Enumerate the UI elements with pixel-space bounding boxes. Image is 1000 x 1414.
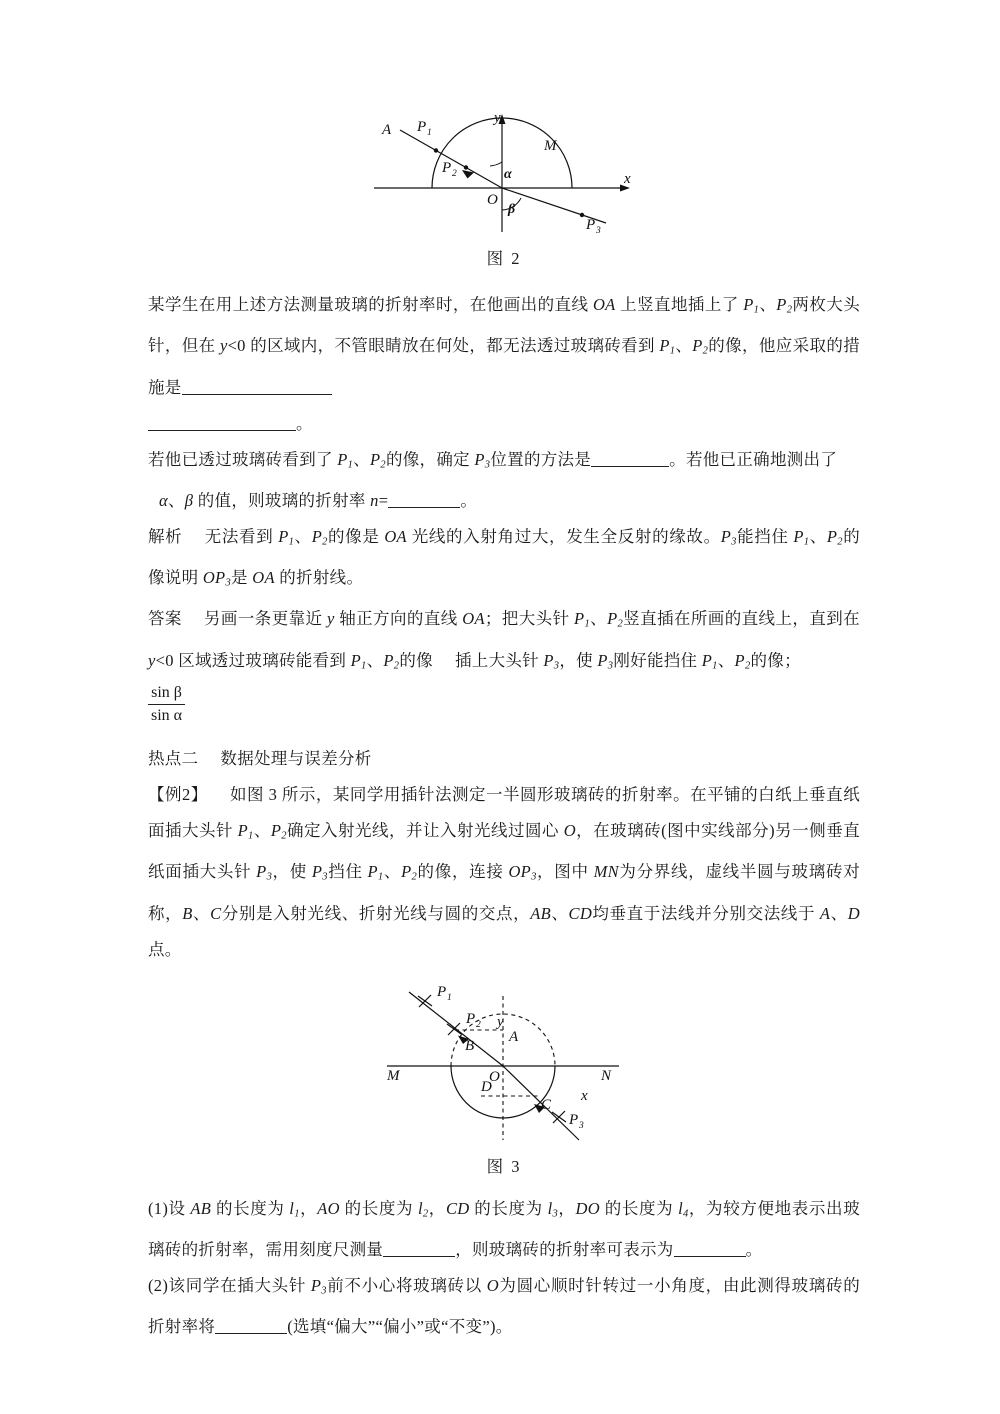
ex2-P2-b: P (401, 862, 412, 882)
svg-text:x: x (624, 171, 631, 187)
analysis-OA-b: OA (252, 568, 275, 588)
sub1-answer-blank-2[interactable] (674, 1239, 746, 1257)
svg-text:α: α (504, 167, 512, 182)
analysis-P3-sub: 3 (731, 536, 737, 548)
sub1-AO: AO (317, 1198, 340, 1218)
q1-P2-sub-b: 2 (702, 345, 709, 357)
ex2-AB: AB (530, 903, 552, 923)
analysis-P1-b: P (793, 526, 804, 546)
ex2-P1: P (237, 821, 249, 841)
answer-text-f: 的像 (399, 650, 433, 670)
svg-text:3: 3 (579, 1120, 584, 1131)
answer-P3-sub: 3 (553, 660, 560, 672)
example-2-text-k: 点。 (148, 939, 182, 959)
answer-P2-sub-c: 2 (744, 660, 751, 672)
sub1-comma-3: ， (558, 1198, 576, 1218)
sub2-P3: P (310, 1275, 322, 1295)
example-2-text-c: ，在玻璃砖(图中实线部分)另一侧垂直纸面插大头针 (148, 821, 860, 882)
svg-text:β: β (508, 202, 516, 217)
sub2-head: (2)该同学在插大头针 (148, 1275, 311, 1295)
sub1-l3: l (547, 1198, 553, 1218)
question-2-paragraph (148, 442, 860, 483)
q1-answer-blank-2[interactable] (148, 413, 296, 431)
ex2-P1-b: P (367, 862, 378, 882)
answer-text-i: 刚好能挡住 (613, 650, 702, 670)
q2-alpha: α (159, 490, 168, 510)
analysis-OP3: OP (202, 568, 226, 588)
q2-dun: 、 (353, 449, 370, 469)
answer-P3-b: P (597, 650, 608, 670)
svg-text:C: C (541, 1096, 552, 1113)
analysis-P2-sub-b: 2 (837, 536, 843, 548)
figure-2-drawing (354, 100, 654, 245)
svg-text:B: B (465, 1037, 475, 1054)
analysis-P1-sub: 1 (288, 536, 295, 548)
q2-P1: P (337, 449, 348, 469)
answer-label: 答案 (148, 609, 182, 629)
answer-P2: P (607, 609, 618, 629)
svg-text:M: M (544, 138, 557, 154)
sub-question-2 (148, 1268, 860, 1345)
svg-text:P: P (586, 217, 596, 233)
q1-y-var: y (219, 336, 228, 356)
analysis-paragraph (148, 519, 860, 602)
q1-P2-b: P (692, 336, 703, 356)
sub1-comma-2: ， (428, 1198, 446, 1218)
analysis-P2-sub: 2 (322, 536, 328, 548)
ex2-OP3-sub: 3 (531, 871, 537, 883)
ex2-P2-sub: 2 (281, 830, 287, 842)
sub2-answer-blank[interactable] (215, 1317, 287, 1335)
q2-answer-blank-2[interactable] (388, 490, 460, 508)
answer-text-b: 轴正方向的直线 (334, 609, 463, 629)
example-2-text-d: ，使 (272, 862, 312, 882)
ex2-dun: 、 (253, 821, 271, 841)
answer-y-var-b: y (148, 650, 156, 670)
figure-2 (148, 100, 860, 245)
analysis-OA: OA (384, 526, 407, 546)
q2-period: 。 (460, 490, 478, 510)
answer-text-j: 的像； (750, 650, 801, 670)
ex2-dun-e: 、 (830, 903, 848, 923)
question-1-paragraph (148, 287, 860, 406)
svg-text:2: 2 (476, 1019, 481, 1030)
svg-text:P: P (466, 1010, 476, 1027)
analysis-text-e: 的像说明 (148, 526, 860, 588)
svg-text:P: P (569, 1111, 579, 1128)
q1-P2-sub: 2 (786, 304, 793, 316)
answer-OA: OA (462, 609, 485, 629)
sub1-l1: l (289, 1198, 295, 1218)
q2-text-e: 的值，则玻璃的折射率 (193, 490, 371, 510)
ex2-C: C (210, 903, 222, 923)
example-2-text-f: 的像，连接 (417, 862, 509, 882)
svg-text:D: D (481, 1078, 492, 1095)
answer-P2-sub: 2 (617, 618, 624, 630)
answer-text-h: ，使 (559, 650, 598, 670)
ex2-OP3: OP (508, 862, 532, 882)
figure-2-caption: 图 2 (486, 249, 522, 268)
ex2-A: A (819, 903, 831, 923)
svg-text:P: P (417, 119, 427, 135)
sub1-head: (1)设 (148, 1198, 191, 1218)
ex2-D: D (847, 903, 861, 923)
answer-dun-c: 、 (717, 650, 735, 670)
q2-P1-sub: 1 (347, 458, 354, 470)
q1-text-e: <0 的区域内，不管眼睛放在何处，都无法透过玻璃砖看到 (227, 336, 660, 356)
answer-P3: P (543, 650, 554, 670)
answer-dun-b: 、 (366, 650, 384, 670)
svg-text:P: P (442, 160, 452, 176)
ex2-P1-sub: 1 (248, 830, 254, 842)
analysis-dun: 、 (294, 526, 312, 546)
q1-text-a: 某学生在用上述方法测量玻璃的折射率时，在他画出的直线 (148, 295, 593, 314)
q1-P2: P (776, 295, 787, 314)
q2-P3-sub: 3 (484, 458, 491, 470)
ex2-P3-sub-b: 3 (322, 871, 328, 883)
answer-P1-sub-c: 1 (712, 660, 718, 672)
example-2-text-g: ，图中 (536, 862, 594, 882)
q1-line-OA: OA (592, 295, 616, 314)
answer-text-e: <0 区域透过玻璃砖能看到 (155, 650, 351, 670)
sub1-l1-sub: 1 (294, 1207, 300, 1219)
sub2-O: O (486, 1275, 499, 1295)
sub1-comma-1: ， (299, 1198, 318, 1218)
ex2-MN: MN (593, 862, 619, 882)
analysis-P2: P (311, 526, 323, 546)
sub1-text-b: 的长度为 (339, 1198, 418, 1218)
answer-y-var: y (327, 609, 335, 629)
analysis-text-d: 能挡住 (736, 526, 794, 546)
sub1-period: 。 (745, 1239, 763, 1259)
document-content (148, 100, 860, 1345)
ex2-P3-sub: 3 (266, 871, 273, 883)
svg-text:O: O (489, 1068, 500, 1085)
ex2-O: O (563, 821, 576, 841)
figure-3 (148, 978, 860, 1153)
ex2-CD: CD (568, 903, 593, 923)
ex2-dun-b: 、 (383, 862, 402, 882)
answer-text-d: 竖直插在所画的直线上，直到在 (623, 609, 860, 629)
ex2-B: B (182, 903, 193, 923)
ex2-P1-sub-b: 1 (377, 871, 384, 883)
analysis-label: 解析 (148, 526, 183, 546)
q1-P1: P (743, 295, 754, 314)
svg-text:1: 1 (427, 128, 432, 138)
q1-period: 。 (296, 413, 313, 433)
analysis-OP3-sub: 3 (225, 577, 231, 589)
analysis-P3: P (720, 526, 732, 546)
svg-text:P: P (437, 983, 447, 1000)
sub-question-1 (148, 1191, 860, 1268)
example-2-text-h: 为分界线，虚线半圆与玻璃砖对称， (148, 862, 861, 923)
question-2-second-line (148, 483, 860, 519)
figure-3-drawing (369, 978, 639, 1153)
sub1-l3-sub: 3 (552, 1207, 559, 1219)
q1-answer-blank-1[interactable] (182, 377, 332, 395)
example-2-text-e: 挡住 (327, 862, 368, 882)
ex2-dun-d: 、 (551, 903, 569, 923)
ex2-P2-sub-b: 2 (411, 871, 418, 883)
figure-3-caption: 图 3 (486, 1156, 522, 1176)
analysis-text-b: 的像是 (327, 526, 385, 546)
svg-text:y: y (494, 110, 501, 126)
question-1-blank-line (148, 406, 860, 442)
svg-text:2: 2 (452, 169, 457, 179)
ex2-P3-b: P (311, 862, 323, 882)
q1-P1-b: P (659, 336, 670, 356)
sub1-DO: DO (575, 1198, 600, 1218)
example-2-text-i: 分别是入射光线、折射光线与圆的交点， (221, 903, 531, 923)
q2-text-c: 位置的方法是 (490, 449, 592, 469)
analysis-text-g: 的折射线。 (274, 568, 364, 588)
answer-text-c: ；把大头针 (484, 609, 575, 629)
q2-P2-sub: 2 (380, 458, 386, 470)
analysis-P2-b: P (826, 526, 838, 546)
analysis-P1: P (278, 526, 289, 546)
hotspot-2-label: 热点二 (148, 749, 199, 769)
q2-beta: β (184, 490, 194, 510)
svg-text:O: O (487, 192, 498, 208)
q2-equals: = (378, 490, 389, 510)
answer-formula-row (148, 684, 860, 727)
q1-dun-2: 、 (675, 336, 693, 356)
sub1-l4: l (678, 1198, 683, 1218)
analysis-P1-sub-b: 1 (803, 536, 810, 548)
example-2-text-b: 确定入射光线，并让入射光线过圆心 (286, 821, 564, 841)
svg-text:1: 1 (447, 992, 452, 1003)
answer-paragraph (148, 601, 860, 684)
q2-P2: P (370, 449, 381, 469)
q2-text-d: 。若他已正确地测出了 (669, 449, 838, 469)
analysis-text-c: 光线的入射角过大，发生全反射的缘故。 (406, 526, 721, 546)
hotspot-2-title: 数据处理与误差分析 (220, 749, 372, 769)
svg-text:N: N (601, 1067, 612, 1084)
answer-P1-c: P (701, 650, 713, 670)
sub1-text-a: 的长度为 (211, 1198, 290, 1218)
q2-answer-blank-1[interactable] (591, 449, 669, 467)
sub2-P3-sub: 3 (321, 1285, 327, 1297)
svg-text:y: y (497, 1013, 504, 1030)
sub1-l2: l (417, 1198, 423, 1218)
answer-text-g: 插上大头针 (454, 650, 544, 670)
svg-text:3: 3 (596, 226, 601, 236)
q1-P1-sub: 1 (753, 304, 760, 316)
sub2-text-a: 前不小心将玻璃砖以 (326, 1275, 487, 1295)
sub1-CD: CD (445, 1198, 470, 1218)
q1-text-f: 的像，他应采取的措施是 (148, 336, 860, 397)
example-2-paragraph (148, 777, 860, 968)
q1-text-d: 两枚大头针，但在 (148, 295, 861, 356)
answer-P2-sub-b: 2 (393, 660, 400, 672)
example-2-text-j: 均垂直于法线并分别交法线于 (592, 903, 820, 923)
sub2-text-c: (选填“偏大”“偏小”或“不变”)。 (287, 1317, 513, 1337)
fraction-numerator: sin β (148, 683, 185, 705)
answer-P1-b: P (350, 650, 362, 670)
hotspot-2-heading (148, 741, 860, 777)
svg-text:A: A (382, 122, 392, 138)
ex2-dun-c: 、 (192, 903, 211, 923)
q1-dun-1: 、 (759, 295, 777, 314)
q2-dun-2: 、 (167, 490, 185, 510)
svg-text:M: M (387, 1067, 400, 1084)
answer-P2-c: P (734, 650, 745, 670)
sub2-text-b: 为圆心顺时针转过一小角度，由此测得玻璃砖的折射率将 (148, 1275, 860, 1337)
q2-text-a: 若他已透过玻璃砖看到了 (148, 449, 338, 469)
sub1-text-e: ，为较方便地表示出玻璃砖的折射率，需用刻度尺测量 (148, 1198, 860, 1259)
svg-text:x: x (581, 1087, 588, 1104)
answer-text-a: 另画一条更靠近 (203, 609, 328, 629)
answer-P1-sub-b: 1 (361, 660, 367, 672)
answer-dun: 、 (590, 609, 608, 629)
q2-P3: P (474, 449, 485, 469)
ex2-P2: P (270, 821, 282, 841)
q2-n-var: n (370, 490, 379, 510)
answer-P2-b: P (383, 650, 394, 670)
analysis-text-f: 是 (231, 568, 253, 588)
svg-text:A: A (509, 1028, 519, 1045)
analysis-dun-b: 、 (809, 526, 827, 546)
q2-text-b: 的像，确定 (385, 449, 475, 469)
sub1-text-d: 的长度为 (599, 1198, 679, 1218)
sub1-l2-sub: 2 (422, 1207, 429, 1219)
sub1-l4-sub: 4 (683, 1207, 689, 1219)
sub1-AB: AB (190, 1198, 212, 1218)
sub1-answer-blank-1[interactable] (383, 1239, 455, 1257)
sub1-text-c: 的长度为 (469, 1198, 548, 1218)
answer-P3-sub-b: 3 (607, 660, 614, 672)
answer-P1: P (574, 609, 585, 629)
ex2-P3: P (256, 862, 267, 882)
q1-text-b: 上竖直地插上了 (615, 295, 744, 314)
example-2-tag: 【例2】 (148, 785, 208, 805)
sub1-text-f: ，则玻璃砖的折射率可表示为 (455, 1239, 674, 1259)
answer-P1-sub: 1 (584, 618, 590, 630)
q1-P1-sub-b: 1 (669, 345, 676, 357)
fraction-denominator: sin α (151, 707, 183, 725)
analysis-text-a: 无法看到 (204, 526, 279, 546)
refractive-index-fraction (148, 683, 185, 726)
example-2-text-a: 如图 3 所示，某同学用插针法测定一半圆形玻璃砖的折射率。在平铺的白纸上垂直纸面插大头针 (148, 785, 860, 841)
